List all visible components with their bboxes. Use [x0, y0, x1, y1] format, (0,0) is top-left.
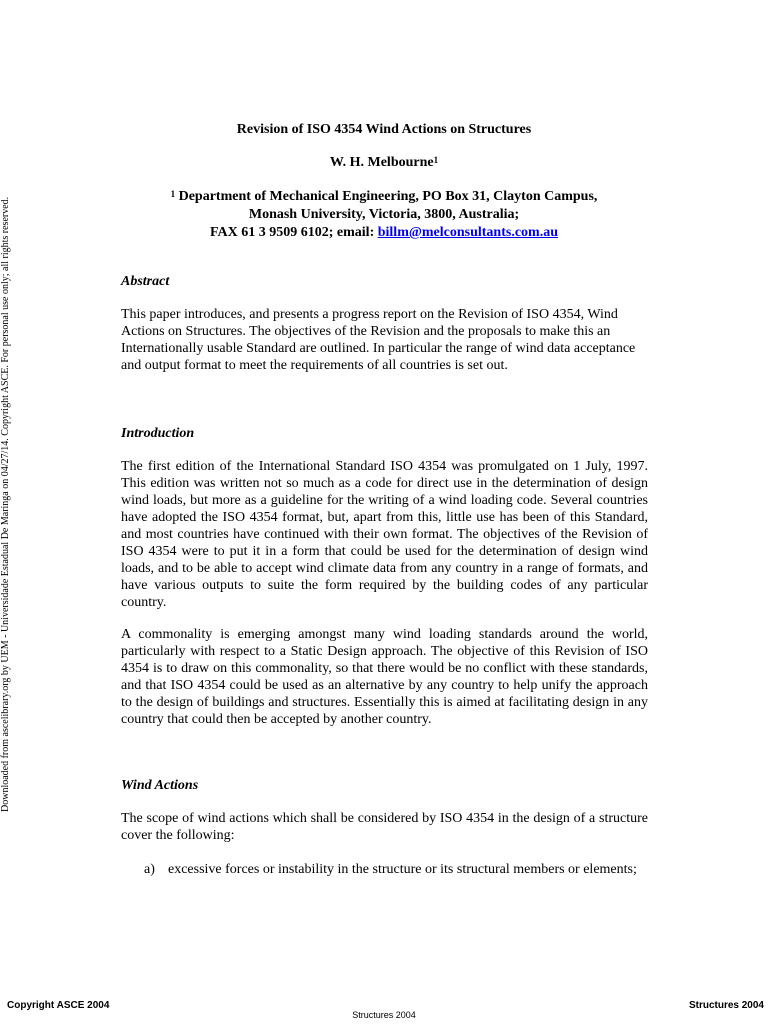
affiliation [14, 188, 754, 242]
affiliation-line-1 [14, 188, 754, 206]
email-link[interactable]: billm@melconsultants.com.au [377, 225, 558, 240]
introduction-heading: Introduction [121, 426, 195, 441]
wind-actions-paragraph: The scope of wind actions which shall be considered by ISO 4354 in the design of a structure cover the following: [121, 811, 648, 843]
author-name: W. H. Melbourne [329, 155, 434, 170]
paper-title: Revision of ISO 4354 Wind Actions on Structures [236, 122, 532, 137]
list-item-text: excessive forces or instability in the structure or its structural members or elements; [168, 862, 637, 877]
author-superscript: 1 [433, 155, 439, 165]
list-item [144, 861, 648, 878]
fax-text: FAX 61 3 9509 6102; email: [210, 225, 378, 240]
footer-right-text: Structures 2004 [688, 1000, 764, 1011]
footer-center-text: Structures 2004 [352, 1010, 416, 1020]
footer-copyright: Copyright ASCE 2004 [7, 1000, 110, 1011]
affiliation-line-2: Monash University, Victoria, 3800, Australia; [248, 207, 520, 222]
introduction-paragraph-1: The first edition of the International Standard ISO 4354 was promulgated on 1 July, 1997. This edition was written not so much as a code for direct use in the determination of design wind loads, but more as a guideline for the writing of a wind loading code. Several countries have adopted the ISO 4354 format, but, apart from this, little use has been of this Standard, and most countries have continued with their own format. The objectives of the Revision of ISO 4354 were to put it in a form that could be used for the determination of design wind loads, and to be able to accept wind climate data from any country in a range of formats, and have various outputs to suite the form required by the building codes of any particular country. [121, 459, 648, 610]
affiliation-line-3 [14, 224, 754, 242]
author-line [0, 154, 768, 172]
affiliation-superscript: 1 [170, 189, 176, 199]
abstract-paragraph: This paper introduces, and presents a progress report on the Revision of ISO 4354, Wind Actions on Structures. The objectives of the Revision and the proposals to make this an Internationally usable Standard are outlined. In particular the range of wind data acceptance and output format to meet the requirements of all countries is set out. [121, 307, 636, 373]
abstract-heading: Abstract [121, 274, 170, 289]
affiliation-line-1-text: Department of Mechanical Engineering, PO Box 31, Clayton Campus, [178, 189, 598, 204]
download-notice: Downloaded from ascelibrary.org by UEM - Universidade Estadual De Maringa on 04/27/14. Copyright ASCE. For personal use only; all rights reserved. [0, 196, 11, 812]
wind-actions-heading: Wind Actions [121, 778, 199, 793]
list-item-label: a) [144, 862, 155, 877]
introduction-paragraph-2: A commonality is emerging amongst many wind loading standards around the world, particularly with respect to a Static Design approach. The objective of this Revision of ISO 4354 is to draw on this commonality, so that there would be no conflict with these standards, and that ISO 4354 could be used as an alternative by any country to help unify the approach to the design of buildings and structures. Essentially this is aimed at facilitating design in any country that could then be accepted by another country. [121, 627, 648, 727]
